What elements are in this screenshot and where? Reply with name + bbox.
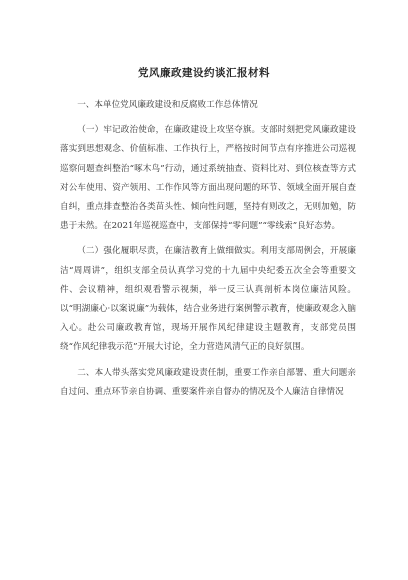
section-heading-2: 二、本人带头落实党风廉政建设责任制，重要工作亲自部署、重大问题亲自过问、重点环节亲自协调、重要案件亲自督办的情况及个人廉洁自律情况 — [60, 367, 356, 397]
paragraph-1: （一）牢记政治使命，在廉政建设上攻坚夺旗。支部时刻把党风廉政建设落实到思想观念、价值标准、工作执行上，严格按时间节点有序推进公司巡视巡察问题查纠整治“啄木鸟”行动，通过系统抽查、资料比对、到位核查等方式对公车使用、资产领用、工作作风等方面出现问题的环节、领域全面开展自查自纠，重点排查整治各类苗头性、倾向性问题，坚持有则改之，无则加勉，防患于未然。在2021年巡视巡查中，支部保持“零问题”“零线索”良好态势。 — [60, 125, 356, 232]
section-heading-1: 一、本单位党风廉政建设和反腐败工作总体情况 — [77, 100, 258, 110]
document-body — [60, 96, 356, 402]
paragraph-2: （二）强化履职尽责，在廉洁教育上做细做实。利用支部周例会，开展廉洁“周周讲”，组织支部全员认真学习党的十九届中央纪委五次全会等重要文件、会议精神，组织观看警示视频，举一反三认真剖析本岗位廉洁风险。以“明湖廉心·以案说廉”为载体，结合业务进行案例警示教育，使廉政观念入脑入心。赴公司廉政教育馆，现场开展作风纪律建设主题教育，支部党员围绕“作风纪律我示范”开展大讨论，全力营造风清气正的良好氛围。 — [60, 246, 356, 353]
document-title: 党风廉政建设约谈汇报材料 — [138, 67, 270, 79]
